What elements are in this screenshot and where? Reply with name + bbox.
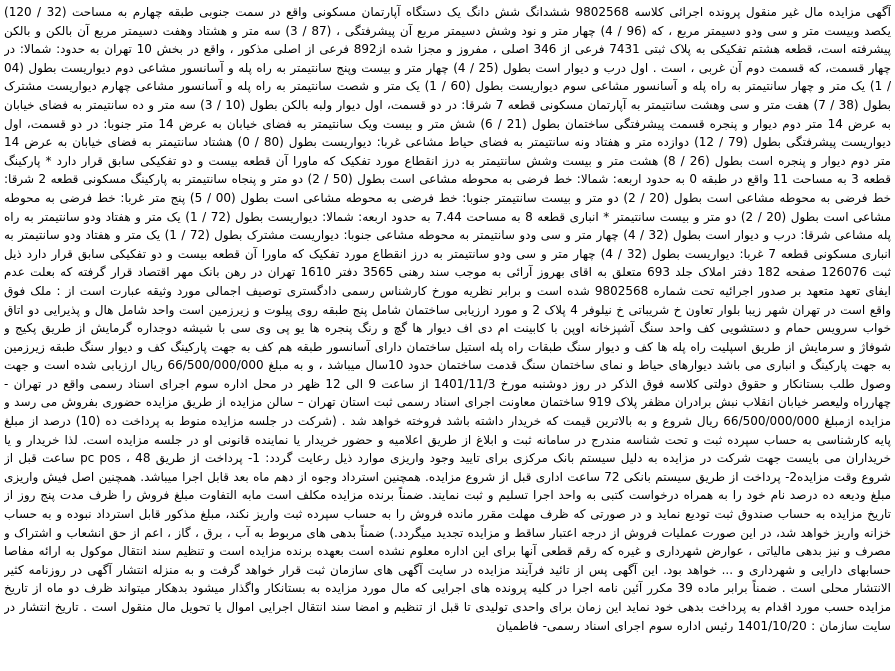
auction-notice bbox=[4, 3, 891, 667]
auction-notice-text: آگهی مزایده مال غیر منقول پرونده اجرائی کلاسه 9802568 ششدانگ شش دانگ یک دستگاه آپارتمان مسکونی واقع در سمت جنوبی طبقه چهارم به مساحت (32 / 120) یکصد وبیست متر و سی ودو دسیمتر مربع ، که (96 / 4) چهار متر و نود وشش دسیمتر مربع آن پیشرفتگی ، (87 / 3) سه متر و هشتاد وهفت دسیمتر مربع آن بالکن و بالکن پیشرفته است، قطعه هشتم تفکیکی به پلاک ثبتی 7431 فرعی از 346 اصلی ، مفروز و مجزا شده از892 فرعی از اصلی مذکور ، واقع در بخش 10 تهران به حدود: شمالا: در چهار قسمت، که قسمت دوم آن غربی ، است . اول درب و دیوار است بطول (25 / 4) چهار متر و بیست وپنج سانتیمتر به راه پله و آسانسور مشاعی دوم دیواریست بطول (04 / 1) یک متر و چهار سانتیمتر به راه پله و آسانسور مشاعی سوم دیواریست بطول (60 / 1) یک متر و شصت سانتیمتر به راه پله و آسانسور مشاعی چهارم دیواریست مشترک بطول (38 / 7) هفت متر و سی وهشت سانتیمتر به آپارتمان مسکونی قطعه 7 شرقا: در دو قسمت، اول دیوار ولبه بالکن بطول (10 / 3) سه متر و ده سانتیمتر به فضای خیابان به عرض 14 متر دوم دیوار و پنجره قسمت پیشرفتگی ساختمان بطول (21 / 6) شش متر و بیست ویک سانتیمتر به فضای خیابان به عرض 14 متر جنوبا: در دو قسمت، اول دیواریست پیشرفتگی بطول (79 / 12) دوازده متر و هفتاد ونه سانتیمتر به فضای حیاط مشاعی غربا: دیواریست بطول (80 / 0) هشتاد سانتیمتر به فضای خیابان به عرض 14 متر دوم دیوار و پنجره است بطول (26 / 8) هشت متر و بیست وشش سانتیمتر به درز انقطاع مورد تفکیک که ماورا آن قطعه بیست و دو تفکیکی سابق قرار دارد * پارکینگ قطعه 3 به مساحت 11 واقع در طبقه 0 به حدود اربعه: شمالا: خط فرضی به محوطه مشاعی است بطول (50 / 2) دو متر و پنجاه سانتیمتر به پارکینگ مسکونی قطعه 2 شرقا: خط فرضی به محوطه مشاعی است بطول (20 / 2) دو متر و بیست سانتیمتر جنوبا: خط فرضی به محوطه مشاعی است بطول (00 / 5) پنج متر غربا: خط فرضی به محوطه مشاعی است بطول (20 / 2) دو متر و بیست سانتیمتر * انباری قطعه 8 به مساحت 7.44 به حدود اربعه: شمالا: دیواریست بطول (72 / 1) یک متر و هفتاد ودو سانتیمتر به راه پله مشاعی شرقا: درب و دیوار است بطول (32 / 4) چهار متر و سی ودو سانتیمتر به محوطه مشاعی جنوبا: دیواریست مشترک بطول (72 / 1) یک متر و هفتاد ودو سانتیمتر به انباری مسکونی قطعه 7 غربا: دیواریست بطول (32 / 4) چهار متر و سی ودو سانتیمتر به درز انقطاع مورد تفکیک که ماورا آن قطعه بیست و دو تفکیکی سابق قرار دارد ذیل ثبت 126076 صفحه 182 دفتر املاک جلد 693 متعلق به اقای بهروز آرائی به موجب سند رهنی 3565 دفتر 1610 تهران در رهن بانک مهر اقتصاد قرار گرفته که بعلت عدم ایفای تعهد متعهد بر صدور اجرائیه تحت شماره 9802568 شده است و برابر نظریه مورخ کارشناس رسمی دادگستری توصیف اجمالی مورد وثیقه عبارت است از : ملک فوق واقع است در تهران شهر زیبا بلوار تعاون خ شریباتی خ نیلوفر 4 پلاک 2 و مورد ارزیابی ساختمان شامل پنج طبقه روی پیلوت و زیرزمین است واحد شامل هال و پذیرایی دو اتاق خواب سرویس حمام و دستشویی کف واحد سنگ آشپزخانه اوپن با کابینت ام دی اف دیوار ها گچ و رنگ پنجره ها یو پی وی سی با شیشه دوجداره گرمایش از طریق پکیج و شوفاژ و سرمایش از طریق اسپلیت راه پله ها کف و دیوار سنگ طبقات راه پله استیل ساختمان دارای آسانسور طبقه هم کف به جهت پارکینگ کف و دیوار سنگ طبقه زیرزمین به جهت پارکینگ و انباری می باشد دیوارهای حیاط و نمای ساختمان سنگ قدمت ساختمان حدود 10سال میباشد ، و به مبلغ 66/500/000/000 ریال ارزیابی شده است و جهت وصول طلب بستانکار و حقوق دولتی کلاسه فوق الذکر در روز دوشنبه مورخ 1401/11/3 از ساعت 9 الی 12 ظهر در محل اداره سوم اجرای اسناد رسمی واقع در تهران - چهارراه ولیعصر خیابان انقلاب نبش برادران مظفر پلاک 919 ساختمان معاونت اجرای اسناد رسمی ثبت استان تهران – سالن مزایده از طریق مزایده حضوری بفروش می رسد و مزایده ازمبلغ 66/500/000/000 ریال شروع و به بالاترین قیمت که خریدار داشته باشد فروخته خواهد شد . (شرکت در جلسه مزایده منوط به پرداخت ده (10) درصد از مبلغ پایه کارشناسی به حساب سپرده ثبت و تحت شناسه مندرج در سامانه ثبت و ابلاغ از طریق اعلامیه و حضور خریدار یا نماینده قانونی او در جلسه مزایده است. لذا خریدار و یا خریداران می بایست جهت شرکت در مزایده به دلیل سیستم بانک مرکزی برای تایید وجود واریزی موارد ذیل رعایت گردد: 1- پرداخت از طریق pc pos ، 48 ساعت قبل از شروع وقت مزایده2- پرداخت از طریق سیستم بانکی 72 ساعت اداری قبل از شروع مزایده. همچنین استرداد وجوه از دهم ماه بعد قابل اجرا میباشد. همچنین اصل فیش واریزی مبلغ ودیعه ده درصد نام خود را به همراه درخواست کتبی به واحد اجرا تسلیم و ثبت نمایند. ضمناً برنده مزایده مکلف است مابه التفاوت مبلغ فروش را ظرف مدت پنج روز از تاریخ مزایده به حساب صندوق ثبت تودیع نماید و در صورتی که ظرف مهلت مقرر مانده فروش را به حساب سپرده ثبت واریز نکند، مبلغ مذکور قابل استرداد نبوده و به حساب خزانه واریز خواهد شد، در این صورت عملیات فروش از درجه اعتبار ساقط و مزایده تجدید میگردد.) ضمناً بدهی های مربوط به آب ، برق ، گاز ، اعم از حق انشعاب و اشتراک و مصرف و نیز بدهی مالیاتی ، عوارض شهرداری و غیره که رقم قطعی آنها برای این اداره معلوم نشده است بعهده برنده مزایده است و تنظیم سند انتقال موکول به ارائه مفاصا حسابهای دارایی و شهرداری و ... خواهد بود. این آگهی پس از تائید فرآیند مزایده در سایت آگهی های سازمان ثبت قرار خواهد گرفت و به منزله انتشار آگهی در روزنامه کثیر الانتشار محلی است . ضمناً برابر ماده 39 مکرر آئین نامه اجرا در کلیه پرونده های اجرایی که مال مورد مزایده به بستانکار واگذار میشود بدهکار میتواند ظرف دو ماه از تاریخ مزایده حسب مورد اقدام به پرداخت بدهی خود نماید این زمان برای واحدی تولیدی تا قبل از تنظیم و امضا سند انتقال اجرایی اموال یا تحویل مال منقول است . تاریخ انتشار در سایت سازمان : 1401/10/20 رئیس اداره سوم اجرای اسناد رسمی- فاطمیان bbox=[4, 5, 891, 633]
